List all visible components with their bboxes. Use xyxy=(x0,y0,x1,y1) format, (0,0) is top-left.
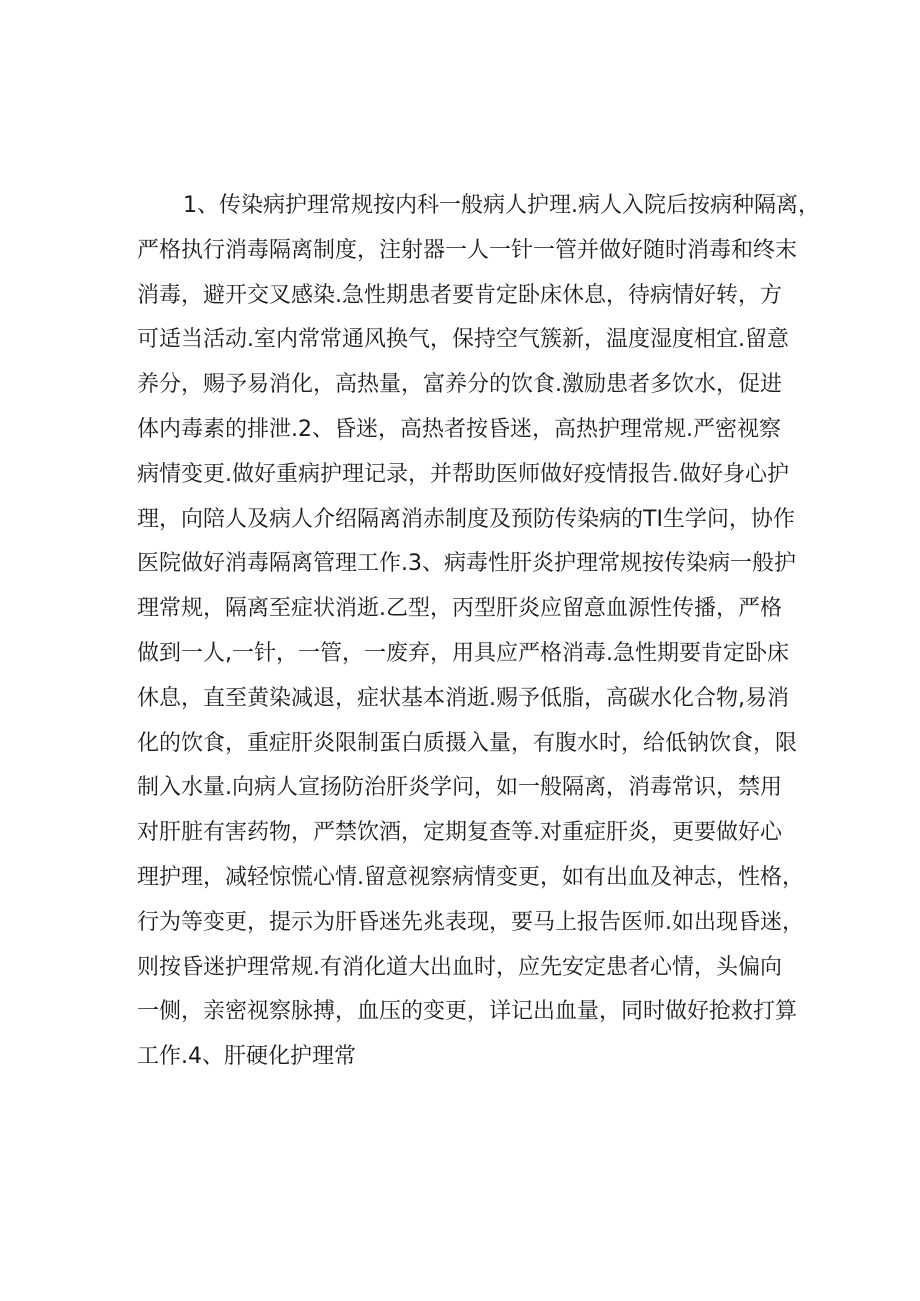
paragraph-line: 医院做好消毒隔离管理工作.3、病毒性肝炎护理常规按传染病一般护 xyxy=(137,551,796,577)
paragraph-line: 理，向陪人及病人介绍隔离消赤制度及预防传染病的TI生学问，协作 xyxy=(137,506,795,532)
body-paragraph xyxy=(137,184,820,1080)
paragraph-line: 1、传染病护理常规按内科一般病人护理.病人入院后按病种隔离， xyxy=(183,193,820,218)
paragraph-line: 对肝脏有害药物，严禁饮酒，定期复查等.对重症肝炎，更要做好心 xyxy=(137,820,782,846)
paragraph-line: 消毒，避开交叉感染.急性期患者要肯定卧床休息，待病情好转，方 xyxy=(137,282,782,308)
paragraph-line: 养分，赐予易消化，高热量，富养分的饮食.激励患者多饮水，促进 xyxy=(137,372,782,398)
paragraph-line: 化的饮食，重症肝炎限制蛋白质摄入量，有腹水时，给低钠饮食，限 xyxy=(137,730,798,756)
paragraph-line: 可适当活动.室内常常通风换气，保持空气簇新，温度湿度相宜.留意 xyxy=(137,327,789,353)
paragraph-line: 体内毒素的排泄.2、昏迷，高热者按昏迷，高热护理常规.严密视察 xyxy=(137,416,781,442)
paragraph-line: 休息，直至黄染减退，症状基本消逝.赐予低脂，高碳水化合物,易消 xyxy=(137,685,789,711)
paragraph-line: 行为等变更，提示为肝昏迷先兆表现，要马上报告医师.如出现昏迷， xyxy=(137,909,804,935)
paragraph-line: 一侧，亲密视察脉搏，血压的变更，详记出血量，同时做好抢救打算 xyxy=(137,999,798,1025)
paragraph-line: 工作.4、肝硬化护理常 xyxy=(137,1044,356,1070)
paragraph-line: 制入水量.向病人宣扬防治肝炎学问，如一般隔离，消毒常识，禁用 xyxy=(137,775,782,801)
paragraph-line: 做到一人,一针，一管，一废弃，用具应严格消毒.急性期要肯定卧床 xyxy=(137,640,789,666)
paragraph-line: 理常规，隔离至症状消逝.乙型，丙型肝炎应留意血源性传播，严格 xyxy=(137,596,782,622)
paragraph-line: 严格执行消毒隔离制度，注射器一人一针一管并做好随时消毒和终末 xyxy=(137,237,798,263)
paragraph-line: 则按昏迷护理常规.有消化道大出血时，应先安定患者心情，头偏向 xyxy=(137,954,782,980)
paragraph-line: 病情变更.做好重病护理记录，并帮助医师做好疫情报告.做好身心护 xyxy=(137,461,789,487)
paragraph-line: 理护理，减轻惊慌心情.留意视察病情变更，如有出血及神志，性格， xyxy=(137,864,804,890)
